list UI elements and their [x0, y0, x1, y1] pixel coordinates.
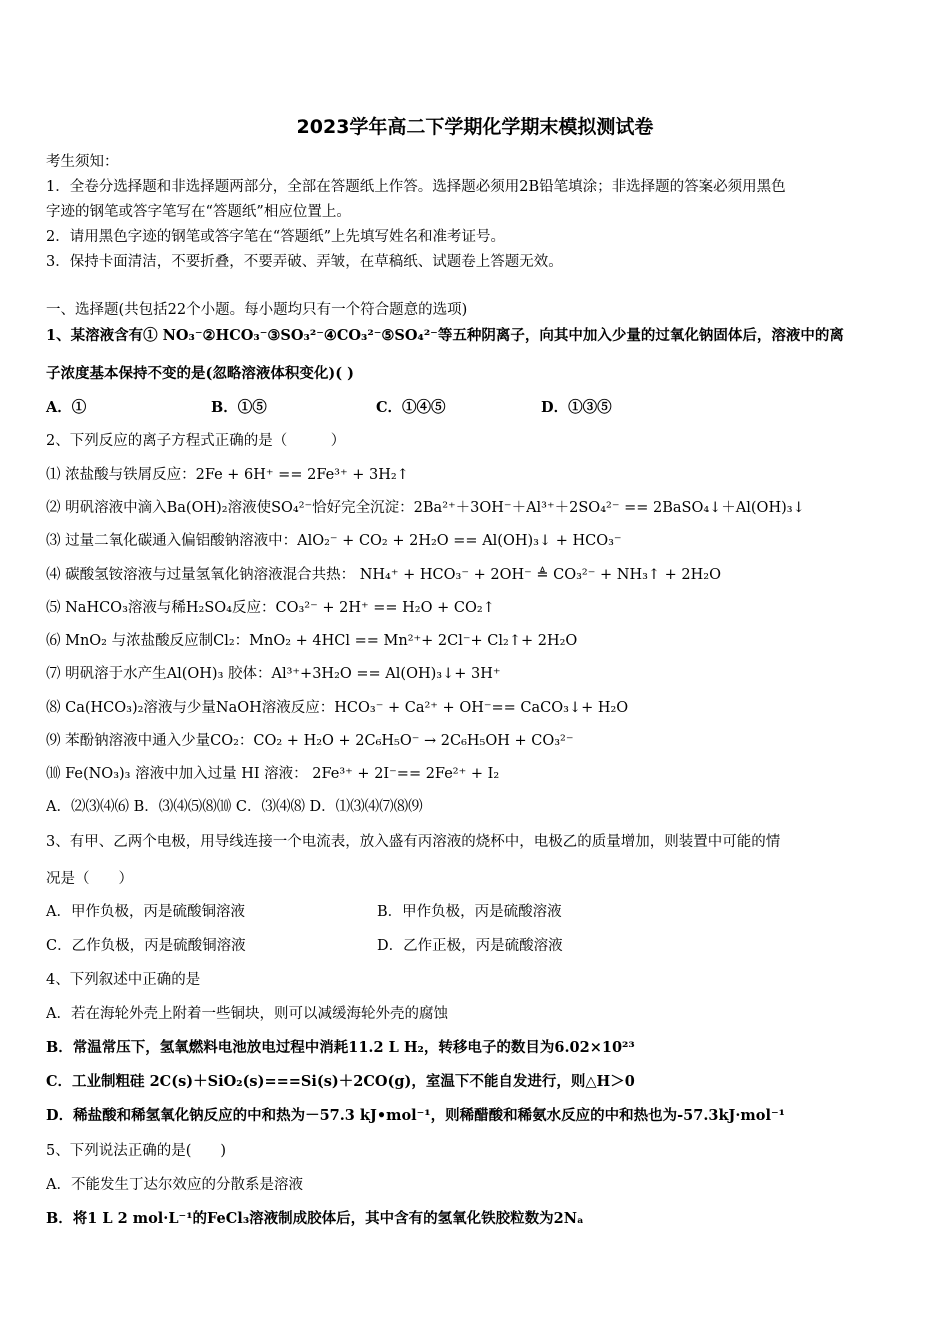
q3-option-a[interactable]: A．甲作负极，丙是硫酸铜溶液 — [46, 904, 245, 920]
q1-option-d[interactable]: D．①③⑤ — [541, 399, 612, 416]
q4-stem: 4、下列叙述中正确的是 — [46, 972, 201, 988]
q2-item-2: ⑵ 明矾溶液中滴入Ba(OH)₂溶液使SO₄²⁻恰好完全沉淀：2Ba²⁺＋3OH⁻＋Al³⁺＋2SO₄²⁻ == 2BaSO₄↓＋Al(OH)₃↓ — [46, 500, 805, 516]
q2-options[interactable]: A．⑵⑶⑷⑹ B．⑶⑷⑸⑻⑽ C．⑶⑷⑻ D．⑴⑶⑷⑺⑻⑼ — [46, 799, 423, 815]
q3-option-d[interactable]: D．乙作正极，丙是硫酸溶液 — [377, 938, 563, 954]
q5-option-a[interactable]: A．不能发生丁达尔效应的分散系是溶液 — [46, 1177, 303, 1193]
q2-item-9: ⑼ 苯酚钠溶液中通入少量CO₂：CO₂ + H₂O + 2C₆H₅O⁻ → 2C₆H₅OH + CO₃²⁻ — [46, 733, 574, 749]
q1-option-b[interactable]: B．①⑤ — [211, 399, 267, 416]
notice-line-3: 2．请用黑色字迹的钢笔或答字笔在“答题纸”上先填写姓名和准考证号。 — [46, 229, 506, 245]
q2-item-8: ⑻ Ca(HCO₃)₂溶液与少量NaOH溶液反应：HCO₃⁻ + Ca²⁺ + OH⁻== CaCO₃↓+ H₂O — [46, 700, 629, 716]
exam-title: 2023学年高二下学期化学期末模拟测试卷 — [296, 116, 654, 138]
section-heading: 一、选择题(共包括22个小题。每小题均只有一个符合题意的选项) — [46, 302, 468, 318]
q3-option-b[interactable]: B．甲作负极，丙是硫酸溶液 — [377, 904, 562, 920]
q2-item-5: ⑸ NaHCO₃溶液与稀H₂SO₄反应：CO₃²⁻ + 2H⁺ == H₂O + CO₂↑ — [46, 600, 495, 616]
notice-line-1: 1．全卷分选择题和非选择题两部分，全部在答题纸上作答。选择题必须用2B铅笔填涂；非选择题的答案必须用黑色 — [46, 179, 786, 195]
notice-line-2: 字迹的钢笔或答字笔写在“答题纸”相应位置上。 — [46, 204, 351, 220]
q2-stem: 2、下列反应的离子方程式正确的是（ ） — [46, 433, 346, 449]
q5-option-b[interactable]: B．将1 L 2 mol·L⁻¹的FeCl₃溶液制成胶体后，其中含有的氢氧化铁胶粒数为2Nₐ — [46, 1210, 584, 1227]
q4-option-c[interactable]: C．工业制粗硅 2C(s)＋SiO₂(s)===Si(s)＋2CO(g)，室温下不能自发进行，则△H＞0 — [46, 1073, 635, 1090]
q3-stem-line-2: 况是（ ） — [46, 871, 133, 887]
q4-option-a[interactable]: A．若在海轮外壳上附着一些铜块，则可以减缓海轮外壳的腐蚀 — [46, 1006, 448, 1022]
q1-option-c[interactable]: C．①④⑤ — [376, 399, 446, 416]
q3-option-c[interactable]: C．乙作负极，丙是硫酸铜溶液 — [46, 938, 246, 954]
notice-heading: 考生须知： — [46, 154, 119, 170]
q1-options — [46, 398, 910, 418]
q3-stem-line-1: 3、有甲、乙两个电极，用导线连接一个电流表，放入盛有丙溶液的烧杯中，电极乙的质量增加，则装置中可能的情 — [46, 834, 781, 850]
q4-option-d[interactable]: D．稀盐酸和稀氢氧化钠反应的中和热为－57.3 kJ•mol⁻¹，则稀醋酸和稀氨水反应的中和热也为-57.3kJ·mol⁻¹ — [46, 1107, 785, 1124]
q1-option-a[interactable]: A．① — [46, 399, 87, 416]
q4-option-b[interactable]: B．常温常压下，氢氧燃料电池放电过程中消耗11.2 L H₂，转移电子的数目为6.02×10²³ — [46, 1039, 635, 1056]
q5-stem: 5、下列说法正确的是( ) — [46, 1143, 227, 1159]
q3-options-row-2 — [46, 936, 910, 956]
q3-options-row-1 — [46, 902, 910, 922]
q1-stem-line-2: 子浓度基本保持不变的是(忽略溶液体积变化)( ) — [46, 365, 354, 382]
notice-line-4: 3．保持卡面清洁，不要折叠，不要弄破、弄皱，在草稿纸、试题卷上答题无效。 — [46, 254, 563, 270]
q2-item-10: ⑽ Fe(NO₃)₃ 溶液中加入过量 HI 溶液： 2Fe³⁺ + 2I⁻== 2Fe²⁺ + I₂ — [46, 766, 500, 782]
q2-item-4: ⑷ 碳酸氢铵溶液与过量氢氧化钠溶液混合共热： NH₄⁺ + HCO₃⁻ + 2OH⁻ ≜ CO₃²⁻ + NH₃↑ + 2H₂O — [46, 567, 721, 583]
q2-item-6: ⑹ MnO₂ 与浓盐酸反应制Cl₂：MnO₂ + 4HCl == Mn²⁺+ 2Cl⁻+ Cl₂↑+ 2H₂O — [46, 633, 578, 649]
q2-item-7: ⑺ 明矾溶于水产生Al(OH)₃ 胶体：Al³⁺+3H₂O == Al(OH)₃↓+ 3H⁺ — [46, 666, 501, 682]
q1-stem-line-1: 1、某溶液含有① NO₃⁻②HCO₃⁻③SO₃²⁻④CO₃²⁻⑤SO₄²⁻等五种阴离子，向其中加入少量的过氧化钠固体后，溶液中的离 — [46, 327, 844, 344]
q2-item-3: ⑶ 过量二氧化碳通入偏铝酸钠溶液中：AlO₂⁻ + CO₂ + 2H₂O == Al(OH)₃↓ + HCO₃⁻ — [46, 533, 622, 549]
q2-item-1: ⑴ 浓盐酸与铁屑反应：2Fe + 6H⁺ == 2Fe³⁺ + 3H₂↑ — [46, 467, 409, 483]
